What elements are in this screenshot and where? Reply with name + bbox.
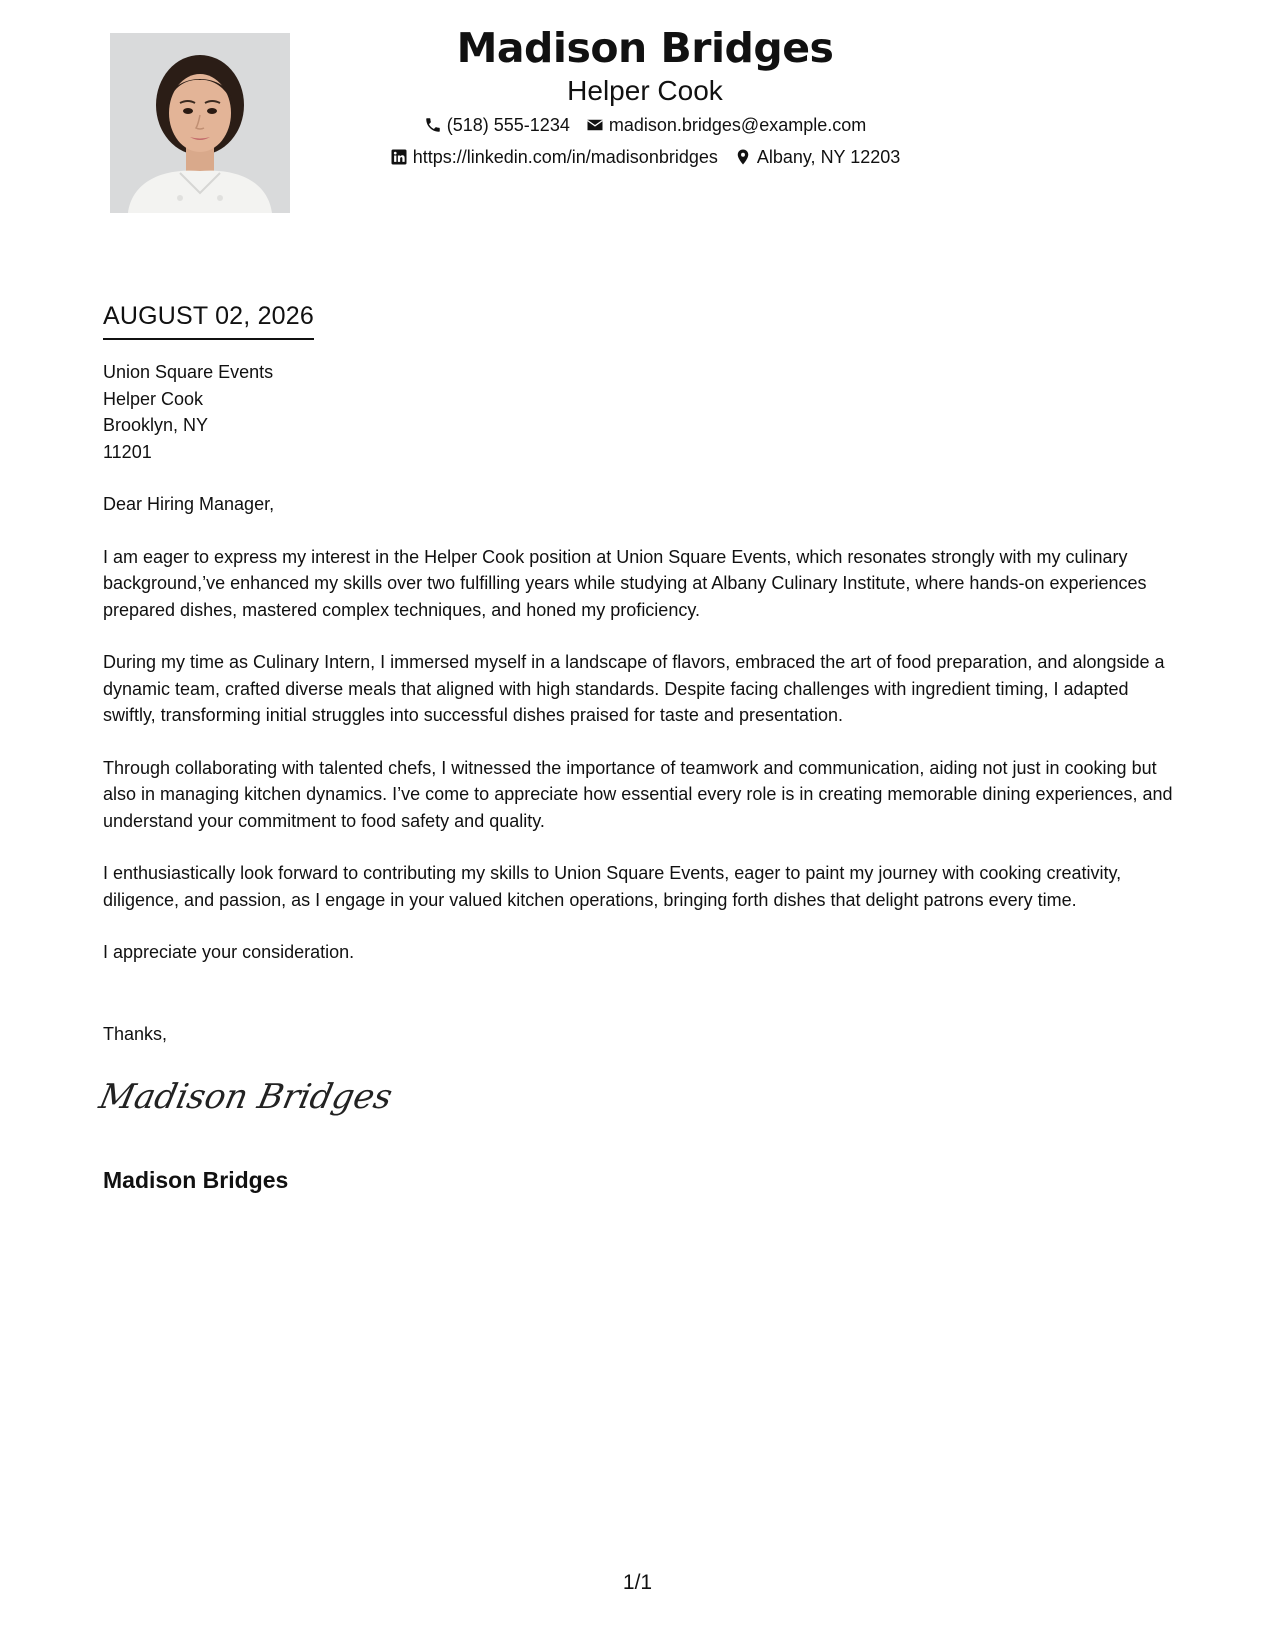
- portrait-image: [110, 33, 290, 213]
- phone-text: (518) 555-1234: [446, 115, 570, 135]
- closing: Thanks,: [103, 1024, 168, 1044]
- map-pin-icon: [734, 148, 752, 166]
- letter-date: AUGUST 02, 2026: [103, 300, 314, 340]
- paragraph: I appreciate your consideration.: [103, 942, 355, 962]
- recipient-city: Brooklyn, NY: [103, 415, 209, 435]
- contact-phone[interactable]: [424, 114, 570, 136]
- email-text: madison.bridges@example.com: [608, 115, 867, 135]
- location-text: Albany, NY 12203: [756, 147, 901, 167]
- salutation: Dear Hiring Manager,: [103, 494, 275, 514]
- paragraph: Through collaborating with talented chefs, I witnessed the importance of teamwork and communication, aiding not just in cooking but also in managing kitchen dynamics. I’ve come to appreciate how essential every role is in creating memorable dining experiences, and understand your commitment to food safety and quality.: [103, 757, 1173, 831]
- resume-header: [300, 22, 990, 168]
- applicant-title: Helper Cook: [567, 75, 723, 106]
- contact-email[interactable]: [586, 114, 866, 136]
- paragraph: I am eager to express my interest in the Helper Cook position at Union Square Events, which resonates strongly with my culinary background,’ve enhanced my skills over two fulfilling years while studying at Albany Culinary Institute, where hands-on experiences prepared dishes, mastered complex techniques, and honed my proficiency.: [103, 546, 1147, 620]
- linkedin-icon: [390, 148, 408, 166]
- page-number: 1/1: [622, 1571, 653, 1594]
- contact-row-2: [300, 146, 990, 168]
- paragraph: I enthusiastically look forward to contributing my skills to Union Square Events, eager to paint my journey with cooking creativity, diligence, and passion, as I engage in your valued kitchen operations, bringing forth dishes that delight patrons every time.: [103, 863, 1122, 910]
- phone-icon: [424, 116, 442, 134]
- recipient-role: Helper Cook: [103, 388, 204, 409]
- paragraph: During my time as Culinary Intern, I immersed myself in a landscape of flavors, embraced the art of food preparation, and alongside a dynamic team, crafted diverse meals that aligned with high standards. Despite facing challenges with ingredient timing, I adapted swiftly, transforming initial struggles into successful dishes praised for taste and presentation.: [103, 652, 1165, 725]
- recipient-zip: 11201: [103, 441, 152, 462]
- signature: Madison Bridges: [95, 1077, 396, 1117]
- linkedin-text: https://linkedin.com/in/madisonbridges: [412, 147, 718, 167]
- envelope-icon: [586, 116, 604, 134]
- recipient-block: [103, 359, 273, 465]
- recipient-company: Union Square Events: [103, 362, 274, 382]
- signed-name: Madison Bridges: [103, 1167, 289, 1193]
- profile-photo: [110, 33, 290, 213]
- applicant-name: Madison Bridges: [456, 24, 834, 72]
- contact-linkedin[interactable]: [390, 146, 718, 168]
- letter-body: [103, 491, 1173, 992]
- contact-row-1: [300, 114, 990, 136]
- contact-location: [734, 146, 900, 168]
